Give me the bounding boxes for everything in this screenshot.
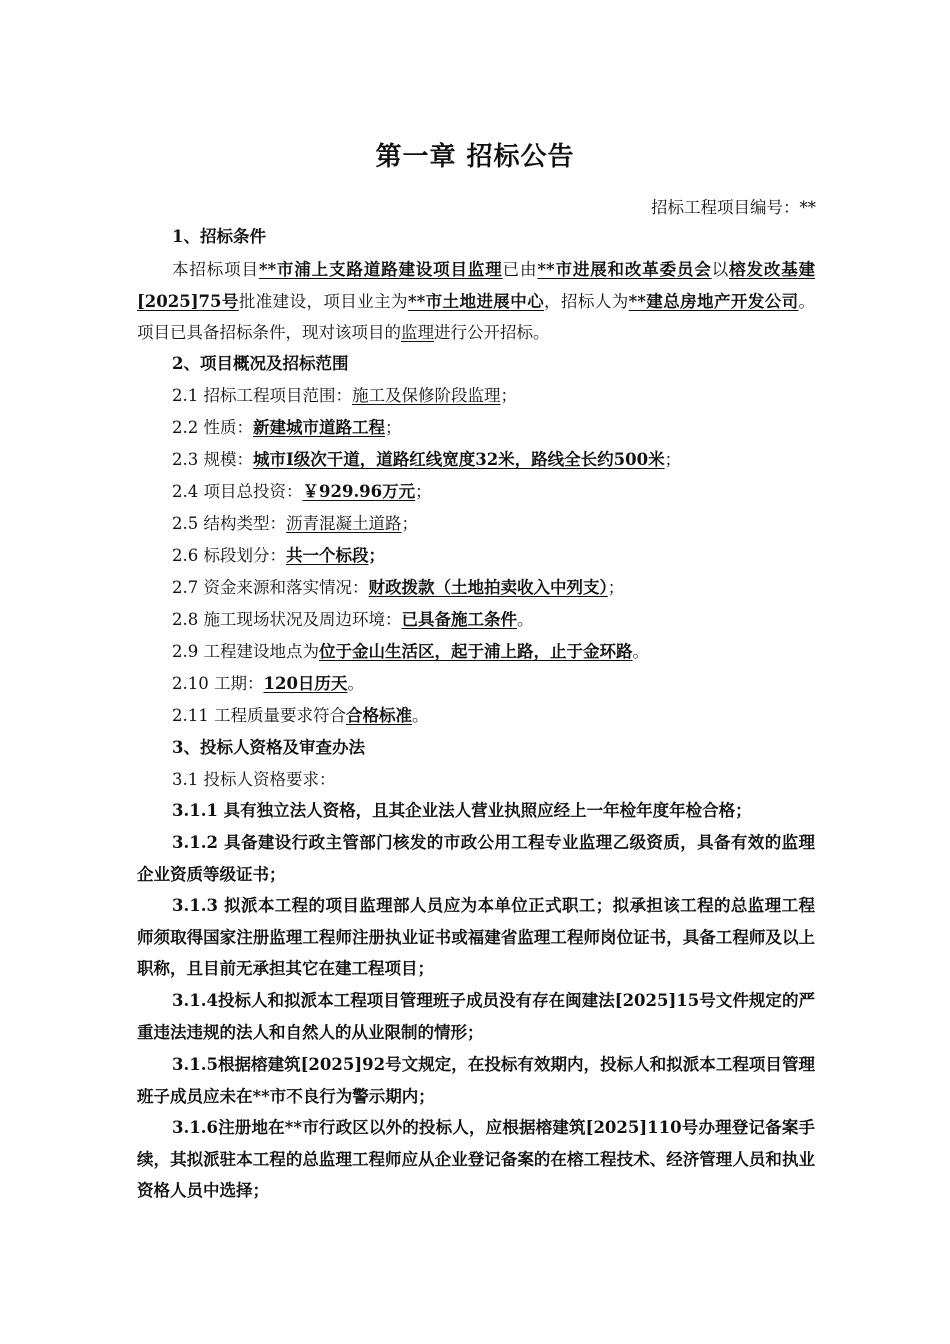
s1-text: 进行公开招标。 <box>434 323 550 342</box>
overview-value: 合格标准 <box>345 706 412 725</box>
qualification-item: 3.1.3 拟派本工程的项目监理部人员应为本单位正式职工；拟承担该工程的总监理工程师须取得国家注册监理工程师注册执业证书或福建省监理工程师岗位证书，具备工程师及以上职称，且目前无承担其它在建工程项目； <box>137 896 815 978</box>
s1-text: 已由 <box>502 260 538 279</box>
s1-text: ，招标人为 <box>544 291 629 311</box>
overview-item <box>137 385 517 407</box>
overview-tail: 。 <box>632 642 649 661</box>
overview-tail: ； <box>415 482 432 501</box>
overview-label: 2.3 规模： <box>172 450 253 469</box>
overview-tail: ； <box>607 578 625 597</box>
overview-item <box>137 577 624 599</box>
chapter-title: 第一章 招标公告 <box>375 142 575 172</box>
overview-tail: 。 <box>347 674 364 693</box>
overview-tail: ； <box>401 514 418 533</box>
section-3-heading: 3、投标人资格及审查办法 <box>172 738 365 757</box>
overview-value: 沥青混凝土道路 <box>286 514 402 533</box>
s1-text: 本招标项目 <box>172 260 259 279</box>
project-number: 招标工程项目编号：** <box>651 198 816 217</box>
section-1-paragraph <box>137 254 815 349</box>
overview-value: 城市Ⅰ级次干道，道路红线宽度32米，路线全长约500米 <box>253 450 665 469</box>
qualification-intro: 3.1 投标人资格要求： <box>172 770 336 789</box>
overview-label: 2.5 结构类型： <box>172 514 286 533</box>
overview-item <box>137 417 402 439</box>
overview-value: 财政拨款（土地拍卖收入中列支） <box>368 578 608 597</box>
overview-tail: 。 <box>411 706 429 725</box>
overview-value: 共一个标段 <box>286 546 369 565</box>
tender-subject: 监理 <box>401 323 434 342</box>
qualification-item: 3.1.4投标人和拟派本工程项目管理班子成员没有存在闽建法[2025]15号文件规定的严重违法违规的法人和自然人的从业限制的情形； <box>137 991 815 1042</box>
overview-item <box>137 513 418 535</box>
overview-tail: ； <box>385 418 402 437</box>
qualification-item: 3.1.6注册地在**市行政区以外的投标人，应根据榕建筑[2025]110号办理登记备案手续，其拟派驻本工程的总监理工程师应从企业登记备案的在榕工程技术、经济管理人员和执业资格人员中选择； <box>137 1118 815 1200</box>
overview-tail: ； <box>664 450 682 469</box>
overview-item <box>137 545 385 567</box>
qualification-item: 3.1.1 具有独立法人资格，且其企业法人营业执照应经上一年检年度年检合格； <box>172 801 752 820</box>
overview-label: 2.6 标段划分： <box>172 546 286 565</box>
overview-value: ￥929.96万元 <box>302 482 416 501</box>
project-name: **市浦上支路道路建设项目监理 <box>258 260 503 279</box>
approval-org: **市进展和改革委员会 <box>537 260 712 279</box>
overview-value: 施工及保修阶段监理 <box>352 386 501 405</box>
overview-item <box>137 481 432 503</box>
overview-label: 2.8 施工现场状况及周边环境： <box>172 610 402 629</box>
overview-tail: ； <box>500 386 517 405</box>
overview-label: 2.4 项目总投资： <box>172 482 303 501</box>
qualification-item: 3.1.2 具备建设行政主管部门核发的市政公用工程专业监理乙级资质，具备有效的监理企业资质等级证书； <box>137 833 815 884</box>
overview-label: 2.2 性质： <box>172 418 253 437</box>
qualification-item: 3.1.5根据榕建筑[2025]92号文规定，在投标有效期内，投标人和拟派本工程项目管理班子成员应未在**市不良行为警示期内； <box>137 1055 815 1106</box>
overview-label: 2.10 工期： <box>172 674 264 693</box>
overview-value: 新建城市道路工程 <box>253 418 385 437</box>
overview-tail: 。 <box>517 610 534 629</box>
tenderer: **建总房地产开发公司 <box>628 291 799 311</box>
section-2-heading: 2、项目概况及招标范围 <box>172 354 349 373</box>
overview-item <box>137 641 649 663</box>
overview-item <box>137 705 428 727</box>
s1-text: 以 <box>711 260 730 279</box>
overview-label: 2.11 工程质量要求符合 <box>172 706 346 725</box>
s1-text: 。项目已具备招标条件，现对该项目的 <box>137 291 816 342</box>
overview-item <box>137 449 681 471</box>
overview-item <box>137 609 534 631</box>
overview-value: 位于金山生活区，起于浦上路，止于金环路 <box>319 642 633 661</box>
approval-number: 榕发改基建[2025]75号 <box>137 260 816 311</box>
overview-tail: ； <box>368 546 385 565</box>
project-owner: **市土地进展中心 <box>407 291 545 311</box>
overview-label: 2.7 资金来源和落实情况： <box>172 578 369 597</box>
section-1-heading: 1、招标条件 <box>172 227 266 246</box>
s1-text: 批准建设，项目业主为 <box>238 291 408 311</box>
overview-label: 2.1 招标工程项目范围： <box>172 386 352 405</box>
overview-value: 已具备施工条件 <box>401 610 517 629</box>
overview-label: 2.9 工程建设地点为 <box>172 642 319 661</box>
overview-value: 120日历天 <box>263 674 348 693</box>
overview-item <box>137 673 364 695</box>
